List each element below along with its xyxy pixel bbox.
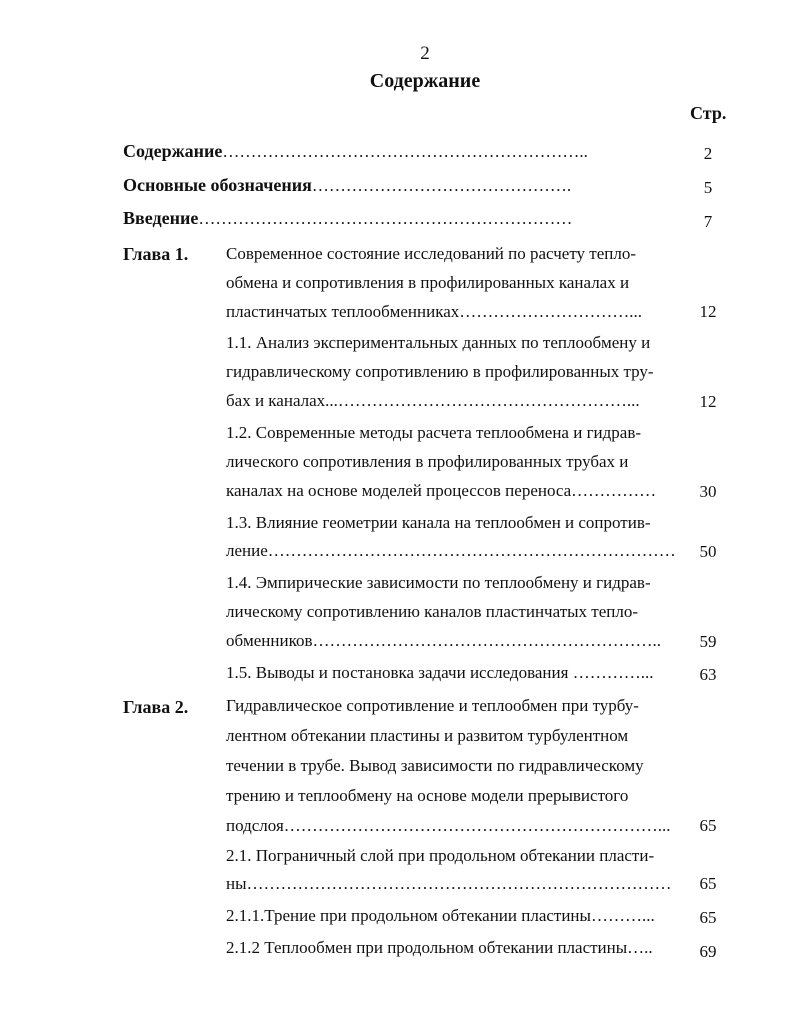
- page-title: Содержание: [369, 70, 481, 92]
- toc-page-number: 12: [699, 392, 717, 411]
- toc-page-number: 30: [699, 482, 717, 501]
- page-number: 2: [420, 43, 430, 64]
- toc-page-number: 65: [699, 816, 717, 835]
- toc-page-number: 5: [703, 178, 713, 197]
- toc-page-number: 2: [703, 144, 713, 163]
- chapter-2-label: Глава 2.: [123, 697, 189, 717]
- toc-leader-dots: ……………………………………….: [311, 176, 572, 195]
- toc-entry-introduction: [123, 208, 572, 229]
- section-1-2-line: 1.2. Современные методы расчета теплообмена и гидрав-: [226, 423, 642, 442]
- toc-page-number: 69: [699, 942, 717, 961]
- section-1-4-line: обменников……………………………………………………..: [226, 631, 662, 650]
- toc-page-number: 63: [699, 665, 717, 684]
- chapter-1-title-line: Современное состояние исследований по расчету тепло-: [226, 244, 637, 263]
- toc-entry-label: Содержание: [123, 141, 223, 161]
- toc-page-number: 65: [699, 908, 717, 927]
- section-1-1-line: бах и каналах...……………………………………………...: [226, 391, 640, 410]
- section-2-1-2-line: 2.1.2 Теплообмен при продольном обтекании пластины…..: [226, 938, 653, 957]
- section-1-3-line: ление………………………………………………………………: [226, 541, 676, 560]
- toc-page-number: 50: [699, 542, 717, 561]
- section-1-5-line: 1.5. Выводы и постановка задачи исследования …………...: [226, 663, 654, 682]
- chapter-1-label: Глава 1.: [123, 244, 189, 264]
- chapter-1-title-line: обмена и сопротивления в профилированных каналах и: [226, 273, 630, 292]
- toc-page-number: 7: [703, 212, 713, 231]
- page-column-header: Стр.: [690, 103, 727, 123]
- toc-entry-contents: [123, 141, 588, 162]
- toc-entry-notation: [123, 175, 571, 196]
- toc-entry-label: Введение: [123, 208, 199, 228]
- section-1-2-line: каналах на основе моделей процессов переноса……………: [226, 481, 657, 500]
- toc-entry-label: Основные обозначения: [123, 175, 312, 195]
- toc-leader-dots: ………………………………………………………..: [222, 142, 588, 161]
- toc-page-number: 12: [699, 302, 717, 321]
- section-1-1-line: 1.1. Анализ экспериментальных данных по теплообмену и: [226, 333, 651, 352]
- chapter-1-title-line: пластинчатых теплообменниках…………………………...: [226, 302, 642, 321]
- section-2-1-1-line: 2.1.1.Трение при продольном обтекании пластины………...: [226, 906, 655, 925]
- toc-leader-dots: …………………………………………………………: [198, 209, 573, 228]
- section-1-3-line: 1.3. Влияние геометрии канала на теплообмен и сопротив-: [226, 513, 651, 532]
- toc-page-number: 59: [699, 632, 717, 651]
- section-1-1-line: гидравлическому сопротивлению в профилированных тру-: [226, 362, 654, 381]
- chapter-2-title-line: течении в трубе. Вывод зависимости по гидравлическому: [226, 756, 644, 775]
- toc-page-number: 65: [699, 874, 717, 893]
- section-1-4-line: лическому сопротивлению каналов пластинчатых тепло-: [226, 602, 639, 621]
- section-2-1-line: 2.1. Пограничный слой при продольном обтекании пласти-: [226, 846, 655, 865]
- chapter-2-title-line: лентном обтекании пластины и развитом турбулентном: [226, 726, 629, 745]
- section-1-4-line: 1.4. Эмпирические зависимости по теплообмену и гидрав-: [226, 573, 651, 592]
- section-2-1-line: ны…………………………………………………………………: [226, 874, 672, 893]
- chapter-2-title-line: Гидравлическое сопротивление и теплообмен при турбу-: [226, 696, 639, 715]
- chapter-2-title-line: подслоя…………………………………………………………...: [226, 816, 671, 835]
- chapter-2-title-line: трению и теплообмену на основе модели прерывистого: [226, 786, 629, 805]
- section-1-2-line: лического сопротивления в профилированных трубах и: [226, 452, 629, 471]
